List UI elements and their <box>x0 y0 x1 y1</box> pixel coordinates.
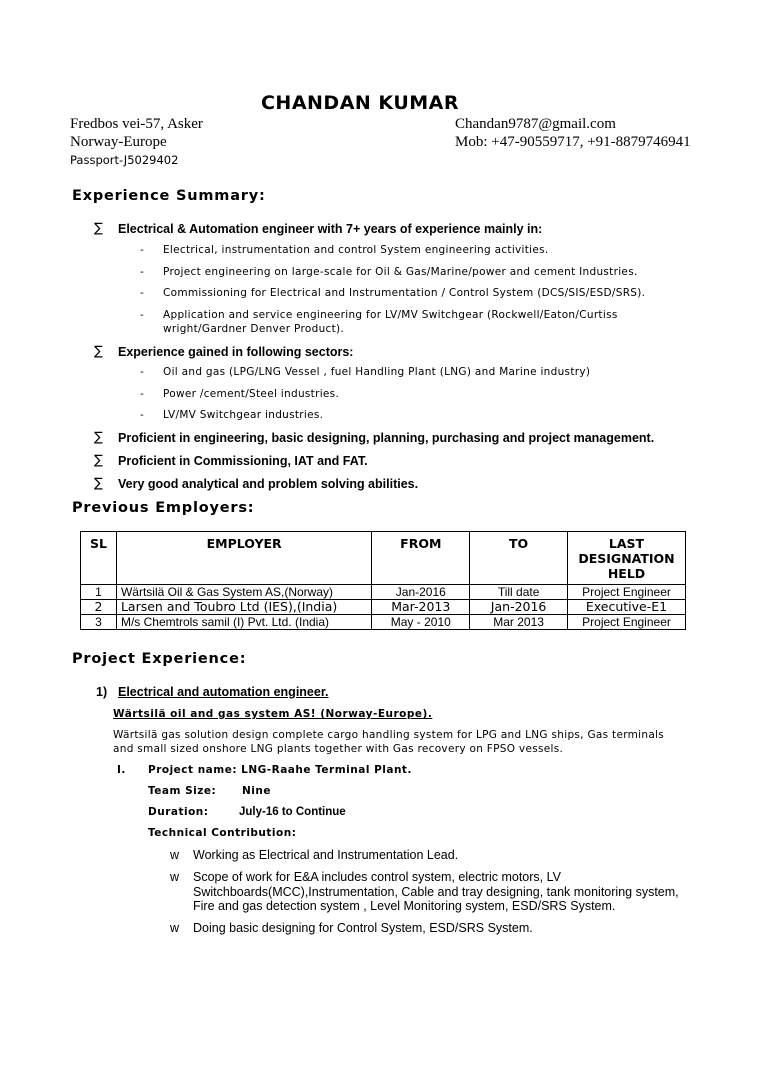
team-size-value: Nine <box>242 785 271 797</box>
table-row <box>81 615 686 630</box>
experience-summary-heading: Experience Summary: <box>72 188 266 204</box>
summary-point-1-item: Project engineering on large-scale for Oil & Gas/Marine/power and cement Industries. <box>163 266 638 278</box>
dash-bullet-icon: - <box>140 266 144 278</box>
project-index: I. <box>117 764 126 776</box>
summary-point-2-item: Power /cement/Steel industries. <box>163 388 340 400</box>
cell-to: Mar 2013 <box>470 615 568 630</box>
cell-designation: Executive-E1 <box>568 600 686 615</box>
dash-bullet-icon: - <box>140 244 144 256</box>
table-header-row <box>81 532 686 585</box>
company-description-line: and small sized onshore LNG plants together with Gas recovery on FPSO vessels. <box>113 743 564 755</box>
mobile-numbers: Mob: +47-90559717, +91-8879746941 <box>455 134 691 150</box>
cell-designation: Project Engineer <box>568 585 686 600</box>
project-experience-heading: Project Experience: <box>72 651 247 667</box>
company-description-line: Wärtsilä gas solution design complete cargo handling system for LPG and LNG ships, Gas terminals <box>113 729 665 741</box>
dash-bullet-icon: - <box>140 388 144 400</box>
duration-label: Duration: <box>148 806 209 818</box>
column-header-sl: SL <box>81 532 117 585</box>
cell-sl: 3 <box>81 615 117 630</box>
candidate-name: CHANDAN KUMAR <box>260 92 459 114</box>
contribution-item-cont: Fire and gas detection system , Level Monitoring system, ESD/SRS System. <box>193 899 616 913</box>
summary-point-1: Electrical & Automation engineer with 7+ years of experience mainly in: <box>118 222 543 236</box>
address-line-2: Norway-Europe <box>70 134 167 150</box>
column-header-from: FROM <box>372 532 470 585</box>
dash-bullet-icon: - <box>140 287 144 299</box>
summary-point-1-item: Commissioning for Electrical and Instrumentation / Control System (DCS/SIS/ESD/SRS). <box>163 287 646 299</box>
w-bullet-icon: w <box>170 921 180 935</box>
cell-sl: 2 <box>81 600 117 615</box>
summary-point-1-item-cont: wright/Gardner Denver Product). <box>163 323 345 335</box>
summary-point-4: Proficient in Commissioning, IAT and FAT. <box>118 454 368 468</box>
cell-to: Jan-2016 <box>470 600 568 615</box>
email-address[interactable]: Chandan9787@gmail.com <box>455 116 616 132</box>
dash-bullet-icon: - <box>140 366 144 378</box>
role-number: 1) <box>96 685 108 699</box>
contribution-item: Scope of work for E&A includes control system, electric motors, LV <box>193 870 561 884</box>
passport-number: Passport-J5029402 <box>70 153 179 167</box>
team-size-label: Team Size: <box>148 785 217 797</box>
summary-point-1-item: Electrical, instrumentation and control System engineering activities. <box>163 244 549 256</box>
summary-point-5: Very good analytical and problem solving abilities. <box>118 477 419 491</box>
contribution-item-cont: Switchboards(MCC),Instrumentation, Cable and tray designing, tank monitoring system, <box>193 885 679 899</box>
sigma-bullet-icon: ∑ <box>94 430 103 445</box>
technical-contribution-label: Technical Contribution: <box>148 827 297 839</box>
duration-value: July-16 to Continue <box>239 806 346 818</box>
column-header-designation <box>568 532 686 585</box>
cell-employer: M/s Chemtrols samil (I) Pvt. Ltd. (India) <box>116 615 371 630</box>
dash-bullet-icon: - <box>140 309 144 321</box>
address-line-1: Fredbos vei-57, Asker <box>70 116 203 132</box>
contribution-item: Doing basic designing for Control System, ESD/SRS System. <box>193 921 533 935</box>
previous-employers-heading: Previous Employers: <box>72 500 255 516</box>
cell-sl: 1 <box>81 585 117 600</box>
cell-designation: Project Engineer <box>568 615 686 630</box>
summary-point-2-item: LV/MV Switchgear industries. <box>163 409 324 421</box>
table-row <box>81 600 686 615</box>
sigma-bullet-icon: ∑ <box>94 453 103 468</box>
cell-to: Till date <box>470 585 568 600</box>
summary-point-1-item: Application and service engineering for LV/MV Switchgear (Rockwell/Eaton/Curtiss <box>163 309 618 321</box>
cell-from: May - 2010 <box>372 615 470 630</box>
employers-table <box>80 531 686 630</box>
project-name: Project name: LNG-Raahe Terminal Plant. <box>148 764 412 776</box>
summary-point-2-item: Oil and gas (LPG/LNG Vessel , fuel Handling Plant (LNG) and Marine industry) <box>163 366 591 378</box>
sigma-bullet-icon: ∑ <box>94 221 103 236</box>
company-name: Wärtsilä oil and gas system AS! (Norway-Europe). <box>113 708 433 720</box>
cell-from: Jan-2016 <box>372 585 470 600</box>
role-title: Electrical and automation engineer. <box>118 685 329 699</box>
contribution-item: Working as Electrical and Instrumentation Lead. <box>193 848 459 862</box>
dash-bullet-icon: - <box>140 409 144 421</box>
summary-point-2: Experience gained in following sectors: <box>118 345 354 359</box>
table-row <box>81 585 686 600</box>
designation-header-line: HELD <box>607 566 646 581</box>
sigma-bullet-icon: ∑ <box>94 476 103 491</box>
column-header-employer: EMPLOYER <box>116 532 371 585</box>
column-header-to: TO <box>470 532 568 585</box>
designation-header-line: LAST <box>608 536 645 551</box>
cell-employer: Larsen and Toubro Ltd (IES),(India) <box>116 600 371 615</box>
w-bullet-icon: w <box>170 870 180 884</box>
summary-point-3: Proficient in engineering, basic designing, planning, purchasing and project management. <box>118 431 655 445</box>
cell-employer: Wärtsilä Oil & Gas System AS,(Norway) <box>116 585 371 600</box>
sigma-bullet-icon: ∑ <box>94 344 103 359</box>
designation-header-line: DESIGNATION <box>578 551 675 566</box>
w-bullet-icon: w <box>170 848 180 862</box>
cell-from: Mar-2013 <box>372 600 470 615</box>
